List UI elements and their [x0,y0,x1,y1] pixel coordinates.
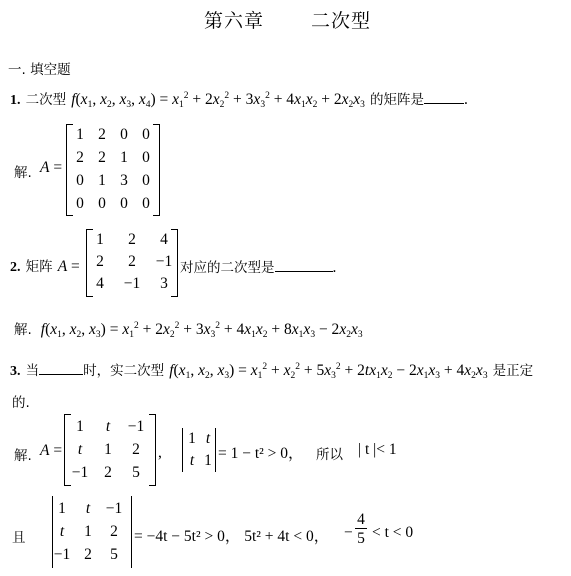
solution-2 [14,318,363,339]
solution-3-ineq2: | t |< 1 [358,441,397,458]
matrix-cell: 2 [128,253,136,270]
chapter-label: 第六章 [204,10,265,32]
matrix-cell: −1 [127,418,145,435]
solution-1-label: 解. [14,165,32,181]
problem-1-suffix: 的矩阵是 [369,92,424,108]
problem-2-lhs: A = [57,258,80,275]
matrix-cell: 3 [160,275,168,292]
matrix-cell: 0 [142,195,150,212]
matrix-3 [64,414,156,486]
determinant-2x2 [182,428,216,472]
matrix-cell: 2 [98,149,106,166]
matrix-cell: 1 [98,172,106,189]
matrix-cell: 1 [76,418,84,435]
determinant-3x3 [52,496,132,568]
matrix-cell: 1 [204,452,212,469]
section-heading: 一. 填空题 [8,62,71,78]
comma: , [158,444,162,461]
matrix-2 [86,229,178,297]
matrix-cell: 1 [84,523,92,540]
matrix-cell: 3 [120,172,128,189]
matrix-cell: 2 [76,149,84,166]
matrix-cell: 2 [104,464,112,481]
matrix-1 [66,124,160,216]
problem-1-statement [10,88,468,109]
solution-3-so: 所以 [316,447,343,463]
solution-3-label: 解. [14,448,32,464]
problem-2-statement-right [180,256,336,277]
problem-2-statement-left [10,255,80,276]
fraction-denominator: 5 [357,530,365,547]
solution-2-label: 解. [14,322,32,338]
matrix-cell: 4 [160,231,168,248]
problem-2-number: 2. [10,260,21,275]
problem-3-formula: $f(x_1$, $x_2$, $x_3) = x_1^2 + x_2^2 + 5x_3^2 + 2tx_1x_2 - 2x_1x_3 + 4x_2x_3$ [169,362,488,381]
matrix-cell: 1 [188,430,196,447]
solution-3-and: 且 [12,530,26,546]
matrix-cell: 0 [98,195,106,212]
matrix-cell: 2 [96,253,104,270]
matrix-cell: 2 [132,441,140,458]
problem-3-statement [10,359,533,380]
matrix-cell: 2 [110,523,118,540]
matrix-cell: 0 [76,195,84,212]
problem-3-mid: 时，实二次型 [83,363,165,379]
matrix-cell: t [205,430,211,447]
matrix-cell: 2 [98,126,106,143]
solution-3-lhs: A = [40,442,63,459]
matrix-cell: 1 [96,231,104,248]
matrix-cell: −1 [105,500,123,517]
fraction-numerator: 4 [355,512,367,529]
answer-blank [275,259,333,272]
matrix-cell: 0 [142,172,150,189]
matrix-cell: 1 [58,500,66,517]
period: . [332,259,337,276]
matrix-cell: t [105,418,111,435]
problem-3-suffix: 是正定 [492,363,534,379]
matrix-cell: t [85,500,91,517]
matrix-cell: 0 [120,126,128,143]
problem-1-number: 1. [10,93,21,108]
matrix-cell: 5 [132,464,140,481]
problem-3-prefix: 当 [25,363,40,379]
matrix-cell: −1 [53,546,71,563]
period: . [463,91,468,108]
problem-3-number: 3. [10,364,21,379]
solution-1-lhs: A = [40,159,63,176]
matrix-cell: 4 [96,275,104,292]
minus-sign: − [344,524,353,541]
solution-3-ineq4: < t < 0 [372,524,414,541]
solution-2-formula: $f(x_1$, $x_2$, $x_3) = x_1^2 + 2x_2^2 + 3x_3^2 + 4x_1x_2 + 8x_1x_3 - 2x_2x_3$ [40,321,363,340]
matrix-cell: 2 [84,546,92,563]
matrix-cell: 0 [120,195,128,212]
matrix-cell: −1 [155,253,173,270]
problem-1-formula: $f(x_1$, $x_2$, $x_3$, $x_4) = x_1^2 + 2x_2^2 + 3x_3^2 + 4x_1x_2 + 2x_2x_3$ [71,91,365,110]
matrix-cell: 1 [104,441,112,458]
matrix-cell: t [77,441,83,458]
matrix-cell: −1 [123,275,141,292]
matrix-cell: 0 [142,126,150,143]
matrix-cell: 1 [120,149,128,166]
problem-2-suffix: 对应的二次型是 [180,260,275,276]
problem-2-prefix: 矩阵 [25,259,53,275]
matrix-cell: 0 [142,149,150,166]
matrix-cell: 2 [128,231,136,248]
matrix-cell: 5 [110,546,118,563]
matrix-cell: t [189,452,195,469]
matrix-cell: −1 [71,464,89,481]
matrix-cell: 0 [76,172,84,189]
solution-3-ineq1: = 1 − t² > 0， [218,445,304,462]
chapter-topic: 二次型 [311,10,372,32]
answer-blank [424,91,464,104]
problem-3-continuation: 的. [12,395,30,411]
matrix-cell: 1 [76,126,84,143]
matrix-cell: t [59,523,65,540]
answer-blank [39,362,83,375]
problem-1-text: 二次型 [25,92,67,108]
solution-3-ineq3: = −4t − 5t² > 0， 5t² + 4t < 0， [134,528,330,545]
